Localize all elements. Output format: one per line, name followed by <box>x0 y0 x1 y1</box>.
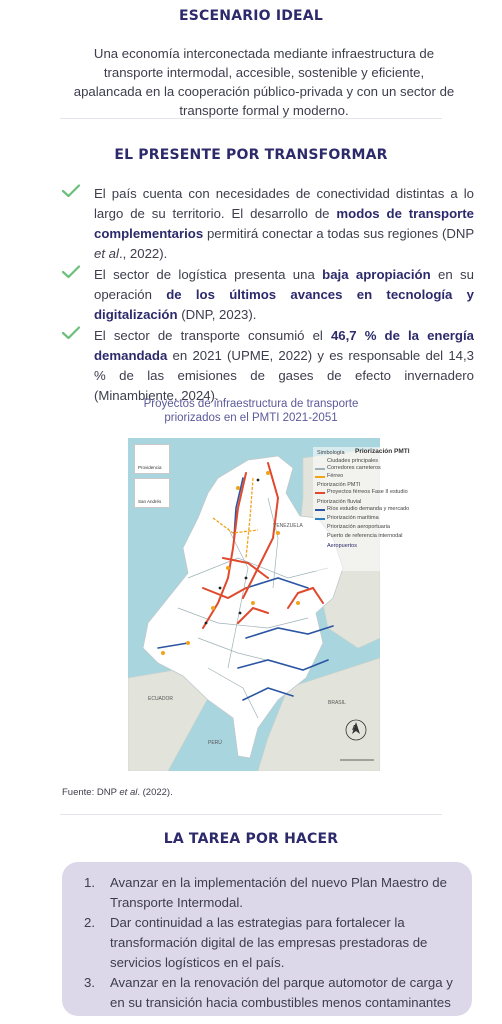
check-icon <box>62 184 80 198</box>
ideal-description: Una economía interconectada mediante infraestructura de transporte intermodal, accesible, sostenible y eficiente, apalancada en la cooperación público-privada y con un sector de transporte formal y moderno. <box>73 46 455 118</box>
task-list <box>84 873 464 1013</box>
country-label: VENEZUELA <box>273 523 303 529</box>
check-icon <box>62 326 80 340</box>
map-legend: Simbología Priorización PMTI Ciudades principales Corredores carreteros Férreo Priorización PMTI Proyectos férreos Fase II estudio Priorización fluvial Ríos estudio demanda y mercado Priorización marítima Priorización aeroportuaria Puerto de referencia internodal Aeropuertos <box>313 447 413 571</box>
country-label: PERÚ <box>208 740 222 746</box>
bullet-text: El país cuenta con necesidades de conectividad distintas a lo largo de su territorio. El desarrollo de modos de transporte complementarios permitirá conectar a todas sus regiones (DNP et al., 2022). <box>94 186 474 261</box>
country-label: BRASIL <box>328 700 346 706</box>
check-icon <box>62 265 80 279</box>
map-source: Fuente: DNP et al. (2022). <box>62 787 173 798</box>
bullet-text: El sector de logística presenta una baja apropiación en su operación de los últimos avances en tecnología y digitalización (DNP, 2023). <box>94 267 475 322</box>
task-item: 3. Avanzar en la renovación del parque automotor de carga y en su transición hacia combustibles menos contaminantes <box>84 975 453 1010</box>
bullet-text: El sector de transporte consumió el 46,7 % de la energía demandada en 2021 (UPME, 2022) y es responsable del 14,3 % de las emisiones de gases de efecto invernadero (Minambiente, 2024). <box>94 328 474 403</box>
task-item: 2. Dar continuidad a las estrategias para fortalecer la transformación digital de las empresas prestadoras de servicios logísticos en el país. <box>84 915 428 970</box>
country-label: ECUADOR <box>148 696 174 702</box>
section-title-ideal: ESCENARIO IDEAL <box>179 8 323 24</box>
section-title-present: EL PRESENTE POR TRANSFORMAR <box>114 147 388 163</box>
task-item: 1. Avanzar en la implementación del nuevo Plan Maestro de Transporte Intermodal. <box>84 875 447 910</box>
divider <box>60 118 442 119</box>
inset-providencia: Providencia <box>134 444 170 474</box>
north-label: A <box>352 725 358 732</box>
map-caption: Proyectos de infraestructura de transporte priorizados en el PMTI 2021-2051 <box>143 398 359 424</box>
inset-san-andres: San Andrés <box>134 478 170 508</box>
divider <box>60 814 442 815</box>
section-title-task: LA TAREA POR HACER <box>163 831 339 847</box>
